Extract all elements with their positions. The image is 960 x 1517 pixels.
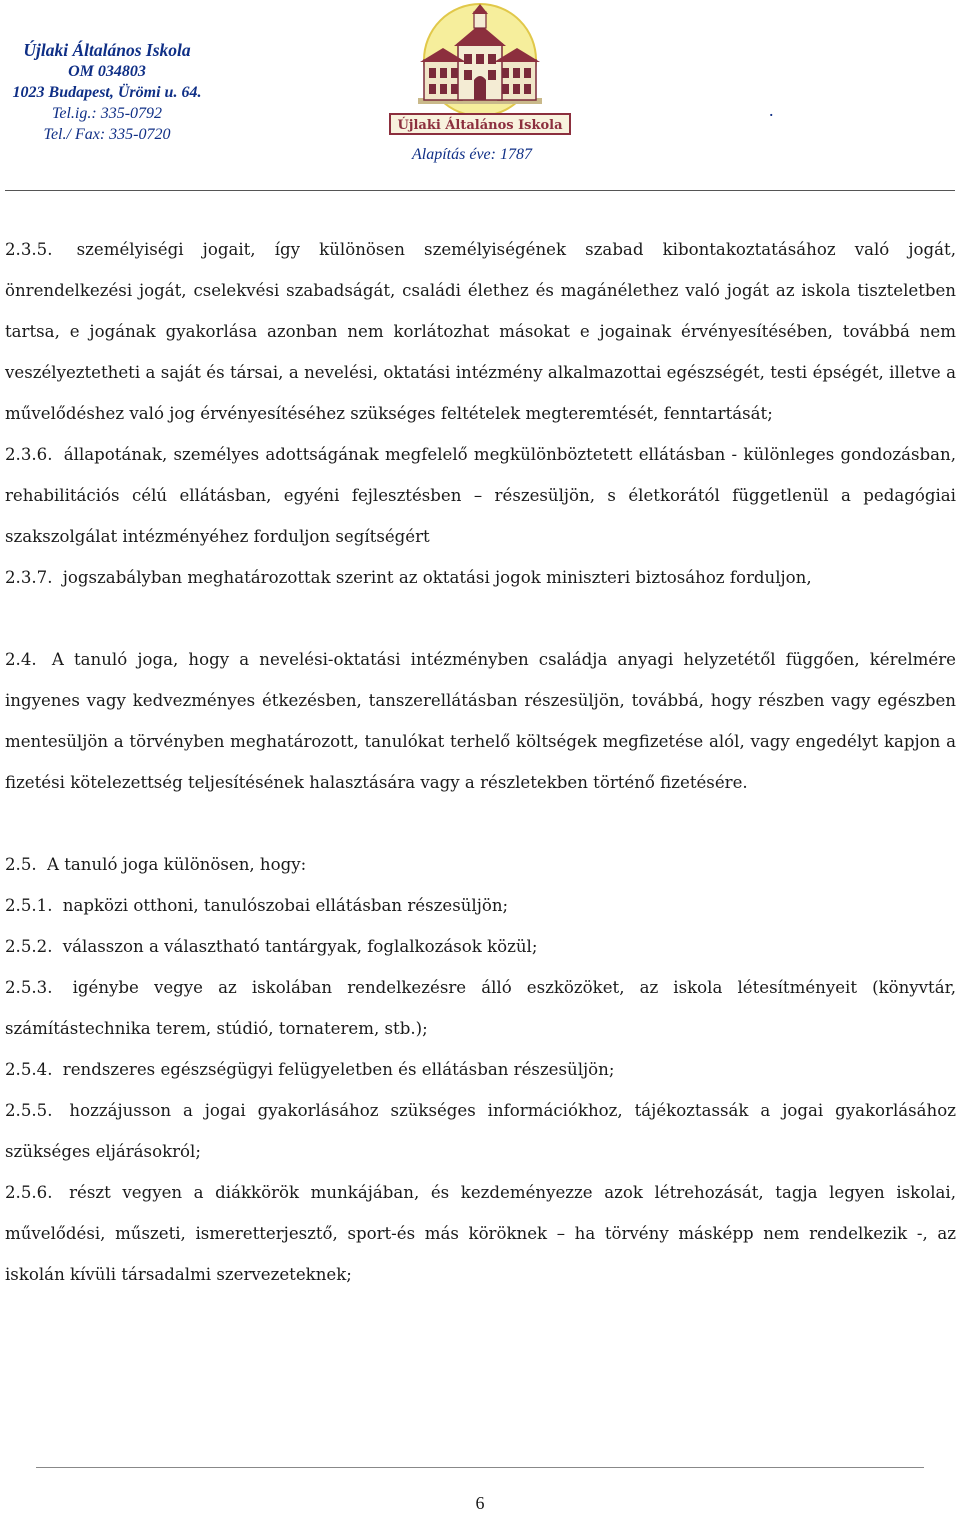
section-number: 2.3.6. (5, 445, 53, 464)
school-phone: Tel.ig.: 335-0792 (51, 105, 163, 122)
paragraph-2-5-1 (5, 885, 956, 926)
spacer (5, 803, 956, 844)
section-number: 2.4. (5, 650, 37, 669)
paragraph-2-5-2 (5, 926, 956, 967)
paragraph-text: válasszon a választható tantárgyak, foglalkozások közül; (62, 937, 538, 956)
paragraph-text: jogszabályban meghatározottak szerint az oktatási jogok miniszteri biztosához forduljon, (62, 568, 812, 587)
spacer (5, 598, 956, 639)
paragraph-text: igénybe vegye az iskolában rendelkezésre álló eszközöket, az iskola létesítményeit (könyvtár, számítástechnika terem, stúdió, tornaterem, stb.); (5, 978, 956, 1038)
school-name: Újlaki Általános Iskola (23, 40, 191, 60)
paragraph-text: hozzájusson a jogai gyakorlásához szükséges információkhoz, tájékoztassák a jogai gyakorlásához szükséges eljárásokról; (5, 1101, 956, 1161)
section-number: 2.5. (5, 855, 37, 874)
section-number: 2.3.7. (5, 568, 53, 587)
paragraph-2-3-6 (5, 434, 956, 557)
founded-year: Alapítás éve: 1787 (412, 146, 532, 163)
paragraph-text: rendszeres egészségügyi felügyeletben és ellátásban részesüljön; (62, 1060, 615, 1079)
om-code: OM 034803 (68, 63, 146, 80)
paragraph-2-5-5 (5, 1090, 956, 1172)
school-contact-block (7, 40, 207, 145)
school-logo (388, 2, 572, 136)
section-number: 2.5.4. (5, 1060, 53, 1079)
paragraph-2-5-4 (5, 1049, 956, 1090)
school-address: 1023 Budapest, Ürömi u. 64. (12, 84, 202, 101)
page-number: 6 (475, 1493, 485, 1513)
footer-divider (36, 1467, 924, 1468)
paragraph-2-3-7 (5, 557, 956, 598)
paragraph-text: részt vegyen a diákkörök munkájában, és kezdeményezze azok létrehozását, tagja legyen iskolai, művelődési, műszeti, ismeretterjesztő, sport-és más köröknek – ha törvény másképp nem rendelkezik -, az iskolán kívüli társadalmi szervezeteknek; (5, 1183, 956, 1284)
school-fax: Tel./ Fax: 335-0720 (43, 126, 171, 143)
paragraph-2-5-3 (5, 967, 956, 1049)
section-number: 2.5.2. (5, 937, 53, 956)
paragraph-2-3-5 (5, 229, 956, 434)
section-number: 2.3.5. (5, 240, 53, 259)
section-number: 2.5.6. (5, 1183, 53, 1202)
section-number: 2.5.5. (5, 1101, 53, 1120)
paragraph-text: A tanuló joga, hogy a nevelési-oktatási intézményben családja anyagi helyzetétől függően, kérelmére ingyenes vagy kedvezményes étkezésben, tanszerellátásban részesüljön, továbbá, hogy részben vagy egészben mentesüljön a törvényben meghatározott, tanulókat terhelő költségek megfizetése alól, vagy engedélyt kapjon a fizetési kötelezettség teljesítésének halasztására vagy a részletekben történő fizetésére. (5, 650, 956, 792)
header-corner-mark: . (769, 100, 774, 120)
paragraph-text: A tanuló joga különösen, hogy: (46, 855, 307, 874)
paragraph-text: személyiségi jogait, így különösen személyiségének szabad kibontakoztatásához való jogát, önrendelkezési jogát, cselekvési szabadságát, családi élethez és magánélethez való jogát az iskola tiszteletben tartsa, e jogának gyakorlása azonban nem korlátozhat másokat e jogainak érvényesítésében, továbbá nem veszélyeztetheti a saját és társai, a nevelési, oktatási intézmény alkalmazottai egészségét, testi épségét, illetve a művelődéshez való jog érvényesítéséhez szükséges feltételek megteremtését, fenntartását; (5, 240, 957, 423)
header-divider (5, 190, 955, 191)
section-number: 2.5.3. (5, 978, 53, 997)
logo-banner-text: Újlaki Általános Iskola (397, 118, 563, 133)
paragraph-text: állapotának, személyes adottságának megfelelő megkülönböztetett ellátásban - különleges gondozásban, rehabilitációs célú ellátásban, egyéni fejlesztésben – részesüljön, s életkorától függetlenül a pedagógiai szakszolgálat intézményéhez forduljon segítségért (5, 445, 957, 546)
paragraph-2-5 (5, 844, 956, 885)
paragraph-2-5-6 (5, 1172, 956, 1295)
document-body (5, 229, 956, 1295)
paragraph-2-4 (5, 639, 956, 803)
paragraph-text: napközi otthoni, tanulószobai ellátásban részesüljön; (62, 896, 509, 915)
section-number: 2.5.1. (5, 896, 53, 915)
